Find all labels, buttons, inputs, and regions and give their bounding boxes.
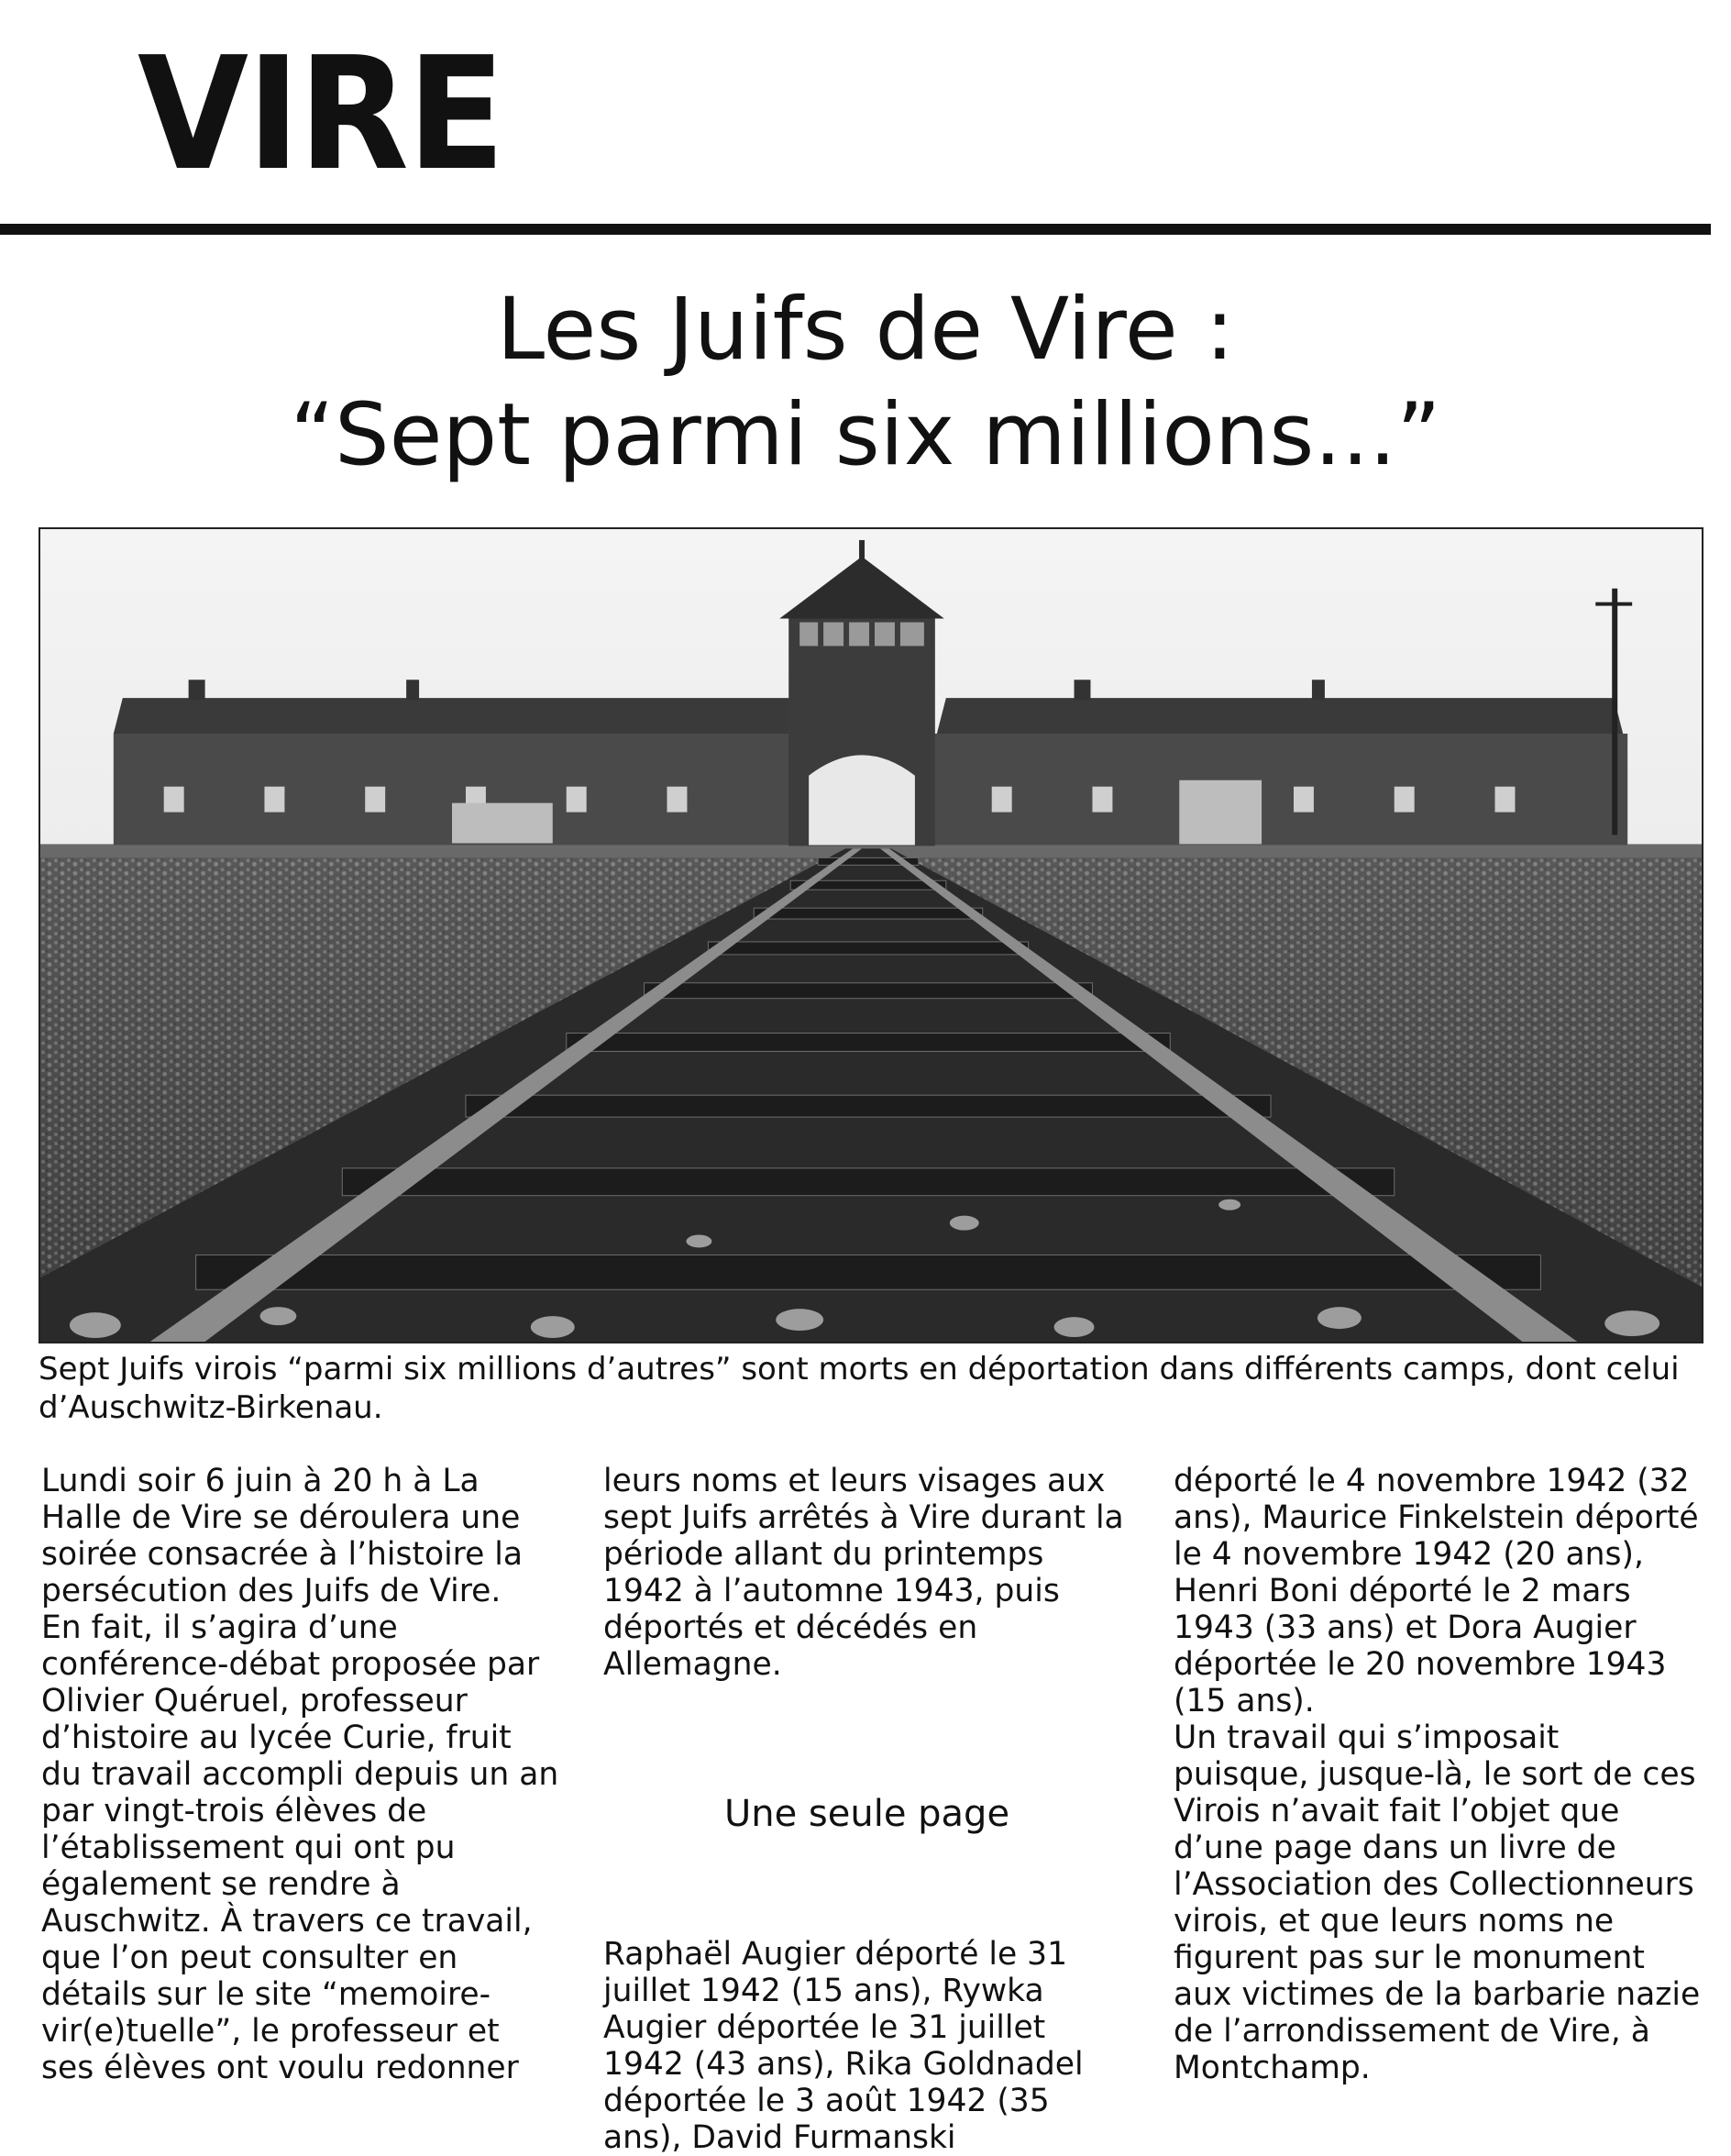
article-paragraph: En fait, il s’agira d’une conférence-débat proposée par Olivier Quéruel, professeur d’histoire au lycée Curie, fruit du travail accompli depuis un an par vingt-trois élèves de l’établissement qui ont pu également se rendre à Auschwitz. À travers ce travail, que l’on peut consulter en détails sur le site “memoire-vir(e)tuelle”, le professeur et ses élèves ont voulu redonner	[41, 1609, 559, 2086]
article-column-2	[603, 1463, 1130, 2156]
section-rule	[0, 224, 1711, 235]
article-subheading: Une seule page	[723, 1793, 1010, 1835]
article-paragraph: Raphaël Augier déporté le 31 juillet 1942 (15 ans), Rywka Augier déportée le 31 juillet 1942 (43 ans), Rika Goldnadel déportée le 3 août 1942 (35 ans), David Furmanski	[603, 1936, 1084, 2156]
article-column-3	[1174, 1463, 1701, 2086]
article-photo	[39, 527, 1703, 1343]
article-paragraph: déporté le 4 novembre 1942 (32 ans), Maurice Finkelstein déporté le 4 novembre 1942 (20 ans), Henri Boni déporté le 2 mars 1943 (33 ans) et Dora Augier déportée le 20 novembre 1943 (15 ans).	[1174, 1463, 1699, 1719]
birkenau-gate-illustration	[40, 529, 1702, 1342]
article-paragraph: leurs noms et leurs visages aux sept Juifs arrêtés à Vire durant la période allant du printemps 1942 à l’automne 1943, puis déportés et décédés en Allemagne.	[603, 1463, 1124, 1683]
photo-caption: Sept Juifs virois “parmi six millions d’autres” sont morts en déportation dans différents camps, dont celui d’Auschwitz-Birkenau.	[39, 1351, 1680, 1426]
headline-line-2: “Sept parmi six millions...”	[290, 385, 1441, 485]
headline-line-1: Les Juifs de Vire :	[496, 280, 1235, 380]
article-column-1	[41, 1463, 559, 2086]
article-paragraph: Lundi soir 6 juin à 20 h à La Halle de Vire se déroulera une soirée consacrée à l’histoire la persécution des Juifs de Vire.	[41, 1463, 524, 1609]
section-title: VIRE	[138, 24, 504, 205]
article-paragraph: Un travail qui s’imposait puisque, jusque-là, le sort de ces Virois n’avait fait l’objet que d’une page dans un livre de l’Association des Collectionneurs virois, et que leurs noms ne figurent pas sur le monument aux victimes de la barbarie nazie de l’arrondissement de Vire, à Montchamp.	[1174, 1719, 1701, 2086]
